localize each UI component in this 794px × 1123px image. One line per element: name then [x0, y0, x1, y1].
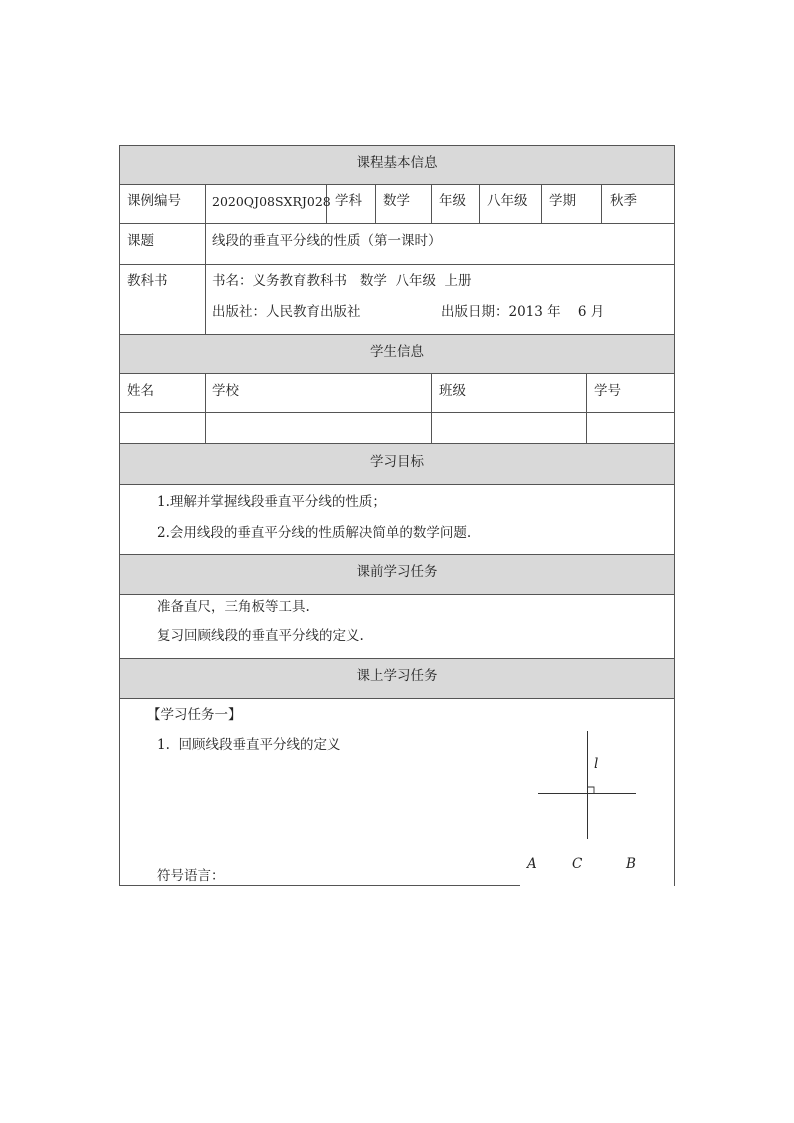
right-angle-mark — [588, 787, 595, 794]
cell-divider — [205, 184, 206, 334]
topic-value: 线段的垂直平分线的性质（第一课时） — [212, 233, 442, 249]
code-label: 课例编号 — [127, 193, 181, 209]
name-label: 姓名 — [127, 383, 154, 399]
publisher: 出版社：人民教育出版社 — [212, 304, 361, 320]
task-item: 1. 回顾线段垂直平分线的定义 — [157, 737, 341, 753]
rule — [119, 373, 675, 374]
perpendicular-bisector-figure — [530, 725, 645, 845]
class-label: 班级 — [439, 383, 466, 399]
rule — [119, 412, 675, 413]
class-tasks-header: 课上学习任务 — [356, 668, 438, 684]
cell-divider — [601, 184, 602, 223]
cell-divider — [586, 373, 587, 443]
rule — [119, 484, 675, 485]
rule — [119, 334, 675, 335]
name-field[interactable] — [121, 414, 204, 442]
grade-label: 年级 — [439, 193, 466, 209]
pre-task-item: 准备直尺，三角板等工具. — [157, 599, 310, 615]
objective-item: 2.会用线段的垂直平分线的性质解决简单的数学问题. — [157, 525, 472, 541]
rule — [119, 264, 675, 265]
grade-value: 八年级 — [487, 193, 528, 209]
label-c: C — [572, 856, 583, 872]
rule — [119, 554, 675, 555]
cell-divider — [431, 373, 432, 443]
rule — [119, 594, 675, 595]
table-border-right — [674, 145, 675, 886]
textbook-label: 教科书 — [127, 273, 168, 289]
school-field[interactable] — [207, 414, 430, 442]
table-border-bottom — [119, 885, 520, 886]
rule — [119, 223, 675, 224]
term-value: 秋季 — [610, 193, 637, 209]
term-label: 学期 — [549, 193, 576, 209]
cell-divider — [541, 184, 542, 223]
pub-date: 出版日期：2013 年 6 月 — [441, 304, 605, 320]
label-b: B — [626, 856, 636, 872]
class-field[interactable] — [433, 414, 585, 442]
objectives-header: 学习目标 — [370, 454, 424, 470]
symbol-language-label: 符号语言： — [157, 868, 225, 884]
cell-divider — [431, 184, 432, 223]
rule — [119, 184, 675, 185]
book-name: 书名：义务教育教科书 数学 八年级 上册 — [212, 273, 472, 289]
course-info-header: 课程基本信息 — [356, 155, 438, 171]
rule — [119, 658, 675, 659]
school-label: 学校 — [212, 383, 239, 399]
id-label: 学号 — [594, 383, 621, 399]
table-border-top — [119, 145, 675, 146]
topic-label: 课题 — [127, 233, 154, 249]
label-l: l — [594, 756, 599, 772]
cell-divider — [205, 373, 206, 443]
pre-task-item: 复习回顾线段的垂直平分线的定义. — [157, 628, 364, 644]
cell-divider — [375, 184, 376, 223]
task-title: 【学习任务一】 — [147, 707, 242, 723]
subject-label: 学科 — [335, 193, 362, 209]
id-field[interactable] — [588, 414, 673, 442]
label-a: A — [527, 856, 537, 872]
subject-value: 数学 — [383, 193, 410, 209]
pre-tasks-header: 课前学习任务 — [356, 564, 438, 580]
student-info-header: 学生信息 — [370, 344, 424, 360]
cell-divider — [479, 184, 480, 223]
table-border-left — [119, 145, 120, 886]
objective-item: 1.理解并掌握线段垂直平分线的性质； — [157, 494, 386, 510]
rule — [119, 698, 675, 699]
code-value: 2020QJ08SXRJ028 — [212, 194, 331, 209]
rule — [119, 443, 675, 444]
